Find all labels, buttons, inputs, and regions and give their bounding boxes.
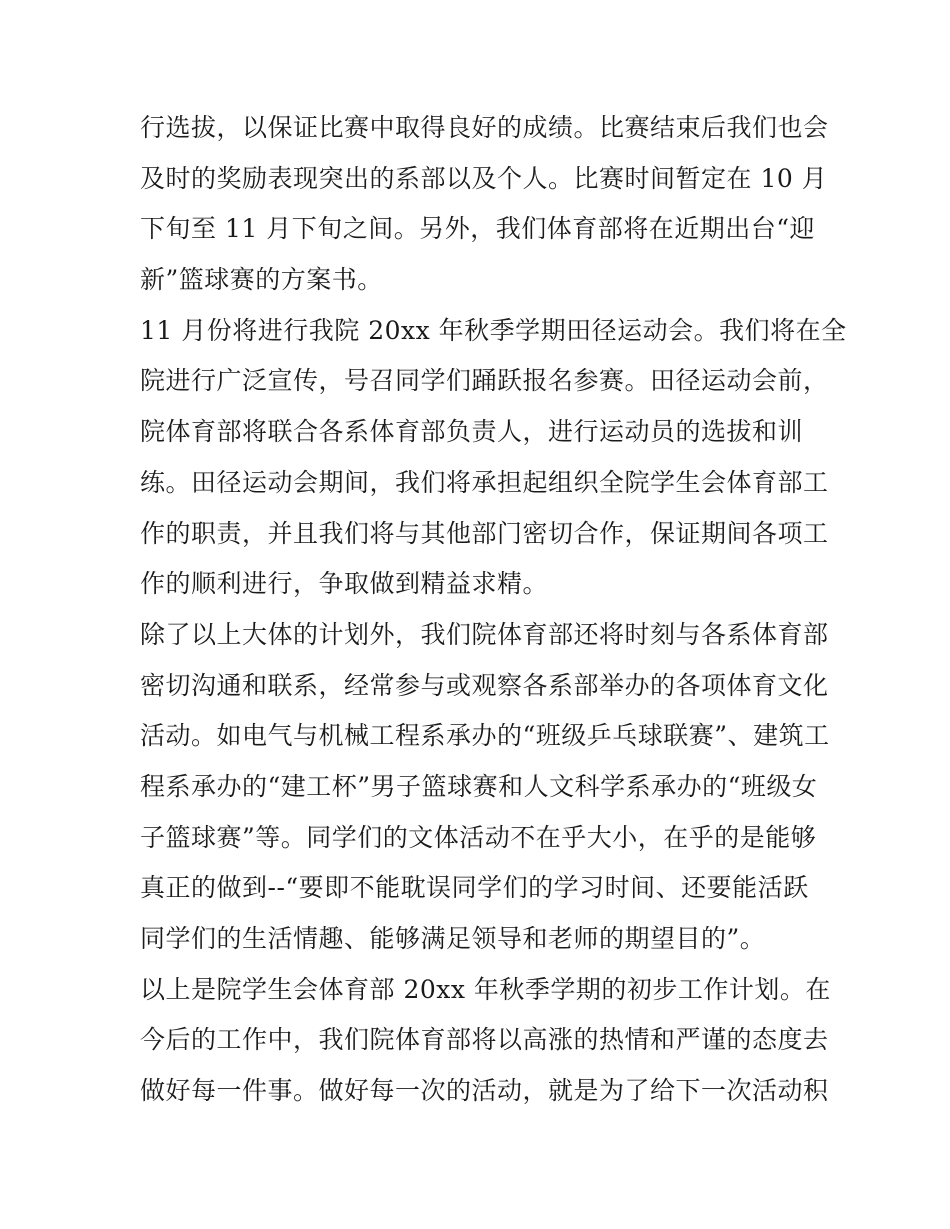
text-line: 练。田径运动会期间，我们将承担起组织全院学生会体育部工: [140, 467, 829, 497]
text-line: 同学们的生活情趣、能够满足领导和老师的期望目的”。: [140, 924, 766, 953]
text-line: 11 月份将进行我院 20xx 年秋季学期田径运动会。我们将在全: [140, 315, 847, 345]
text-line: 作的顺利进行，争取做到精益求精。: [140, 569, 549, 599]
text-line: 院进行广泛宣传，号召同学们踊跃报名参赛。田径运动会前，: [140, 366, 829, 396]
text-line: 子篮球赛”等。同学们的文体活动不在乎大小，在乎的是能够: [140, 822, 817, 852]
text-line: 活动。如电气与机械工程系承办的“班级乒乓球联赛”、建筑工: [140, 721, 830, 751]
text-line: 以上是院学生会体育部 20xx 年秋季学期的初步工作计划。在: [140, 974, 831, 1004]
text-line: 做好每一件事。做好每一次的活动，就是为了给下一次活动积: [140, 1076, 829, 1106]
document-body: [140, 103, 847, 1117]
text-line: 真正的做到--“要即不能耽误同学们的学习时间、还要能活跃: [140, 873, 809, 903]
text-line: 程系承办的“建工杯”男子篮球赛和人文科学系承办的“班级女: [140, 771, 818, 801]
text-line: 及时的奖励表现突出的系部以及个人。比赛时间暂定在 10 月: [140, 163, 828, 193]
text-line: 除了以上大体的计划外，我们院体育部还将时刻与各系体育部: [140, 619, 829, 649]
text-line: 行选拔，以保证比赛中取得良好的成绩。比赛结束后我们也会: [140, 113, 829, 142]
text-line: 密切沟通和联系，经常参与或观察各系部举办的各项体育文化: [140, 670, 829, 700]
text-line: 作的职责，并且我们将与其他部门密切合作，保证期间各项工: [140, 518, 829, 548]
text-line: 今后的工作中，我们院体育部将以高涨的热情和严谨的态度去: [140, 1025, 829, 1055]
text-line: 下旬至 11 月下旬之间。另外，我们体育部将在近期出台“迎: [140, 214, 815, 244]
text-line: 院体育部将联合各系体育部负责人，进行运动员的选拔和训: [140, 417, 804, 447]
text-line: 新”篮球赛的方案书。: [140, 265, 383, 295]
